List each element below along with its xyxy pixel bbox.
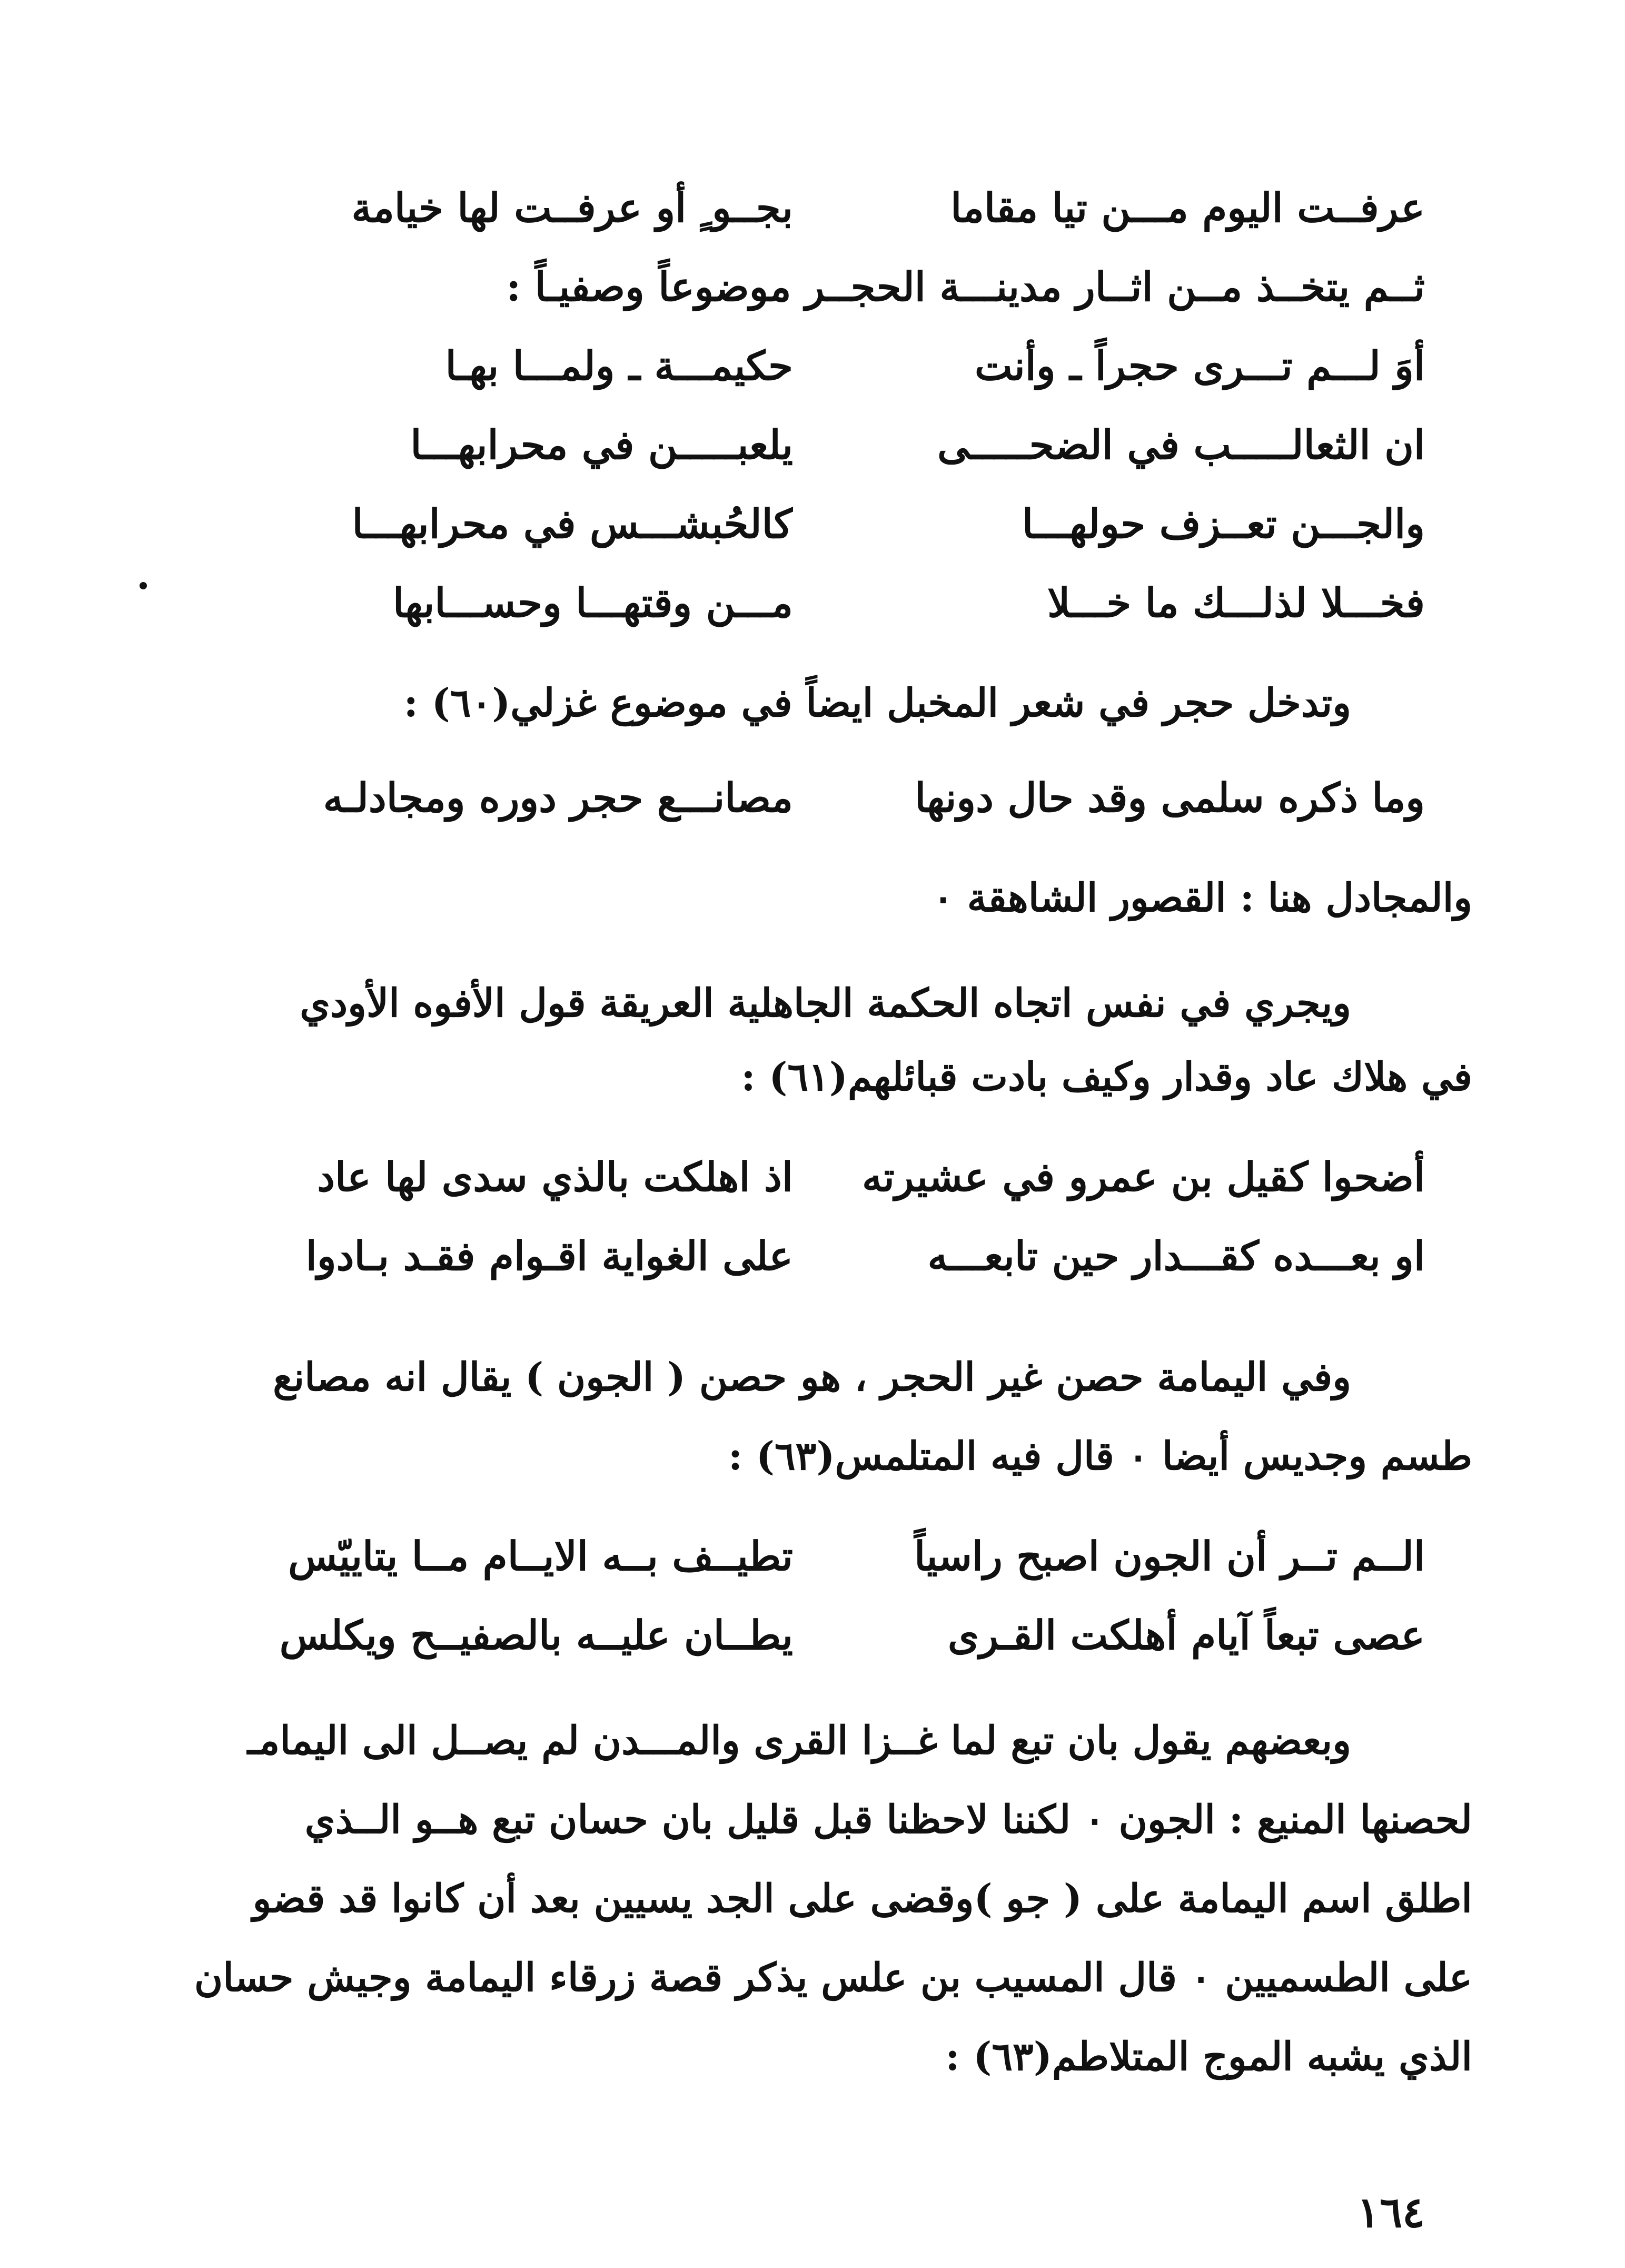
verse-hemistich-second: تطيــف بــه الايــام مــا يتاييّس [288, 1533, 793, 1580]
verse-line [172, 574, 1425, 632]
verse-line [172, 416, 1425, 474]
verse-hemistich-second: حكيمـــة ـ ولمـــا بهـا [445, 342, 793, 389]
verse-line [172, 769, 1425, 827]
verse-line [172, 179, 1425, 237]
paragraph-line: لحصنها المنيع : الجون ٠ لكننا لاحظنا قبل قليل بان حسان تبع هــو الــذي [304, 1797, 1472, 1842]
paragraph-line: طسم وجديس أيضا ٠ قال فيه المتلمس(٦٣) : [728, 1434, 1472, 1479]
paragraph-line: والمجادل هنا : القصور الشاهقة ٠ [933, 875, 1472, 921]
paragraph-line: وبعضهم يقول بان تبع لما غــزا القرى والمـــدن لم يصــل الى اليمامـ [247, 1718, 1351, 1763]
verse-hemistich-first: او بعـــده كقـــدار حين تابعـــه [927, 1232, 1425, 1279]
paragraph-line: على الطسميين ٠ قال المسيب بن علس يذكر قصة زرقاء اليمامة وجيش حسان [194, 1955, 1472, 2000]
verse-line [172, 1606, 1425, 1664]
verse-hemistich-first: عرفــت اليوم مـــن تيا مقاما [950, 184, 1425, 231]
paragraph-line: وتدخل حجر في شعر المخبل ايضاً في موضوع غزلي(٦٠) : [403, 681, 1351, 726]
ink-mark [140, 582, 147, 589]
verse-line [172, 1227, 1425, 1285]
verse-line [172, 1148, 1425, 1206]
verse-hemistich-first: وما ذكره سلمى وقد حال دونها [915, 774, 1425, 821]
verse-hemistich-first: عصى تبعاً آيام أهلكت القـرى [947, 1612, 1425, 1659]
verse-hemistich-second: بجــو ٍ أو عرفــت لها خيامة [351, 184, 793, 231]
text-line: ثــم يتخــذ مــن اثــار مدينـــة الحجــر موضوعاً وصفيـاً : [506, 263, 1425, 310]
verse-line [172, 1527, 1425, 1585]
verse-hemistich-second: مـــن وقتهـــا وحســـابها [393, 579, 793, 626]
verse-hemistich-first: الــم تــر أن الجون اصبح راسياً [914, 1533, 1425, 1580]
verse-hemistich-first: فخـــلا لذلـــك ما خـــلا [1047, 579, 1425, 626]
verse-hemistich-first: والجـــن تعــزف حولهـــا [1022, 500, 1425, 547]
paragraph-line: ويجري في نفس اتجاه الحكمة الجاهلية العريقة قول الأفوه الأودي [300, 981, 1351, 1026]
paragraph-line: في هلاك عاد وقدار وكيف بادت قبائلهم(٦١) : [741, 1054, 1472, 1100]
paragraph-line: وفي اليمامة حصن غير الحجر ، هو حصن ( الجون ) يقال انه مصانع [273, 1355, 1351, 1400]
verse-hemistich-second: مصانـــع حجر دوره ومجادلـه [323, 774, 793, 821]
verse-hemistich-second: اذ اهلكت بالذي سدى لها عاد [317, 1153, 793, 1200]
verse-hemistich-second: كالحُبشـــس في محرابهـــا [352, 500, 793, 547]
verse-hemistich-first: ان الثعالـــــب في الضحـــــى [937, 421, 1425, 468]
verse-hemistich-second: يلعبـــــن في محرابهـــا [410, 421, 793, 468]
verse-line [172, 495, 1425, 553]
verse-line [172, 337, 1425, 395]
paragraph-line: اطلق اسم اليمامة على ( جو )وقضى على الجد يسيين بعد أن كانوا قد قضو [252, 1876, 1472, 1921]
verse-hemistich-first: أضحوا كقيل بن عمرو في عشيرته [861, 1153, 1425, 1200]
page-number: ١٦٤ [1357, 2187, 1425, 2237]
paragraph-line: الذي يشبه الموج المتلاطم(٦٣) : [945, 2034, 1472, 2079]
verse-hemistich-second: يطــان عليــه بالصفيــح ويكلس [279, 1612, 793, 1659]
verse-hemistich-first: أوَ لـــم تـــرى حجراً ـ وأنت [975, 342, 1425, 389]
verse-hemistich-second: على الغواية اقـوام فقـد بـادوا [305, 1232, 793, 1279]
